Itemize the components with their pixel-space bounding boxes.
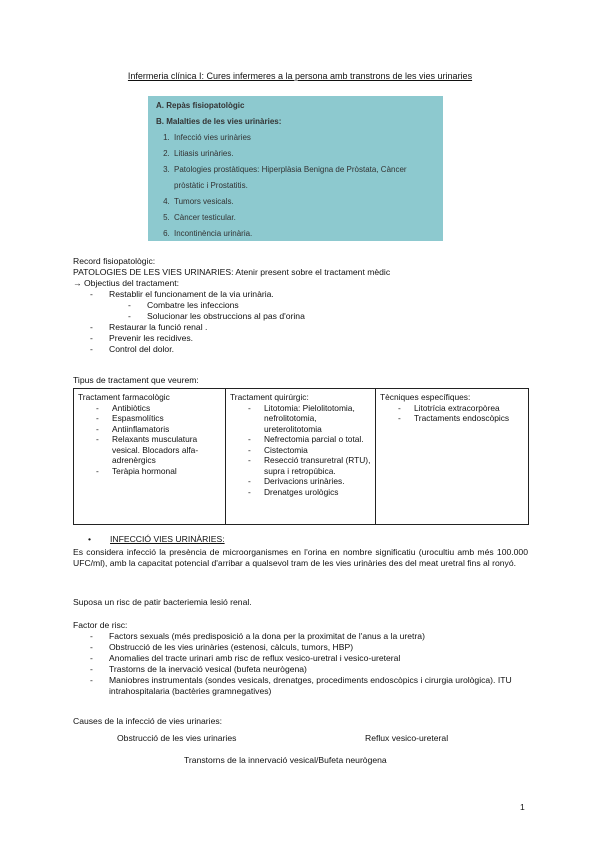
risk-factors-list xyxy=(73,631,528,697)
pharma-cell xyxy=(74,389,226,525)
recap-heading: Record fisiopatològic: xyxy=(73,256,156,266)
risk-factor-item: - Maniobres instrumentals (sondes vesicals, drenatges, procediments endoscòpics i cirurgia urològica). ITU intrahospitalaria (bactèries gramnegatives) xyxy=(73,675,528,697)
surgery-item: - Litotomia: Pielolitotomia, nefrolitotomia, ureterolitotomia xyxy=(230,403,371,435)
specific-item: - Tractaments endoscòpics xyxy=(380,413,524,424)
objectives-list-rest xyxy=(73,322,528,355)
toc-item: 4. Tumors vesicals. xyxy=(172,194,435,210)
pharma-title: Tractament farmacològic xyxy=(78,392,170,402)
cause-obstruction: Obstrucció de les vies urinaries xyxy=(117,733,237,743)
page-number: 1 xyxy=(520,802,525,812)
causes-heading: Causes de la infecció de vies urinaries: xyxy=(73,716,223,726)
toc-item: 3. Patologies prostàtiques: Hiperplàsia Benigna de Pròstata, Càncer pròstàtic i Prostatitis. xyxy=(172,162,435,194)
page-title: Infermeria clínica I: Cures infermeres a la persona amb transtrons de les vies urinaries xyxy=(127,71,473,81)
surgery-title: Tractament quirúrgic: xyxy=(230,392,309,402)
toc-item: 2. Litiasis urinàries. xyxy=(172,146,435,162)
infection-heading-text: INFECCIÓ VIES URINÀRIES: xyxy=(110,534,225,544)
surgery-cell xyxy=(226,389,376,525)
surgery-item: - Nefrectomia parcial o total. xyxy=(230,434,371,445)
pharma-item: - Teràpia hormonal xyxy=(78,466,221,477)
toc-item: 6. Incontinència urinària. xyxy=(172,226,435,242)
pharma-item: - Antiinflamatoris xyxy=(78,424,221,435)
pharma-item: - Antibiòtics xyxy=(78,403,221,414)
bullet-icon: • xyxy=(88,534,92,544)
pathologies-line: PATOLOGIES DE LES VIES URINARIES: Atenir present sobre el tractament mèdic xyxy=(73,267,391,277)
infection-risk: Suposa un risc de patir bacteriemia lesió renal. xyxy=(73,597,252,607)
specific-list xyxy=(380,403,524,424)
toc-section-a: A. Repàs fisiopatològic xyxy=(156,101,245,110)
objective-item: - Control del dolor. xyxy=(73,344,528,355)
topics-box xyxy=(148,96,443,241)
toc-item: 5. Càncer testicular. xyxy=(172,210,435,226)
risk-factor-item: - Factors sexuals (més predisposició a la dona per la proximitat de l'anus a la uretra) xyxy=(73,631,528,642)
specific-cell xyxy=(376,389,529,525)
objective-subitem: - Combatre les infeccions xyxy=(73,300,528,311)
risk-factor-item: - Trastorns de la inervació vesical (bufeta neurògena) xyxy=(73,664,528,675)
risk-factors-section xyxy=(73,620,528,697)
objectives-sublist xyxy=(73,300,528,322)
surgery-item: - Drenatges urològics xyxy=(230,487,371,498)
risk-factor-item: - Anomalies del tracte urinari amb risc de reflux vesico-uretral i vesico-ureteral xyxy=(73,653,528,664)
objective-item: - Prevenir les recidives. xyxy=(73,333,528,344)
surgery-item: - Resecció transuretral (RTU), supra i retropúbica. xyxy=(230,455,371,476)
pharma-item: - Espasmolítics xyxy=(78,413,221,424)
recap-section xyxy=(73,256,528,355)
objective-subitem: - Solucionar les obstruccions al pas d'orina xyxy=(73,311,528,322)
objectives-list xyxy=(73,289,528,300)
surgery-list xyxy=(230,403,371,498)
cause-neurogenic: Transtorns de la innervació vesical/Bufeta neurògena xyxy=(184,755,387,765)
specific-item: - Litotrícia extracorpòrea xyxy=(380,403,524,414)
pharma-list xyxy=(78,403,221,477)
treatment-intro: Tipus de tractament que veurem: xyxy=(73,375,199,385)
surgery-item: - Derivacions urinàries. xyxy=(230,476,371,487)
pharma-item: - Relaxants musculatura vesical. Blocadors alfa-adrenèrgics xyxy=(78,434,221,466)
toc-item: 1. Infecció vies urinàries xyxy=(172,130,435,146)
objective-item: - Restaurar la funció renal . xyxy=(73,322,528,333)
toc-list xyxy=(156,130,435,242)
specific-title: Tècniques específiques: xyxy=(380,392,471,402)
treatment-table xyxy=(73,388,529,525)
infection-paragraph: Es considera infecció la presència de microorganismes en l'orina en nombre significatiu (urocultiu amb més 100.000 UFC/ml), amb la capacitat potencial d'arribar a qualsevol tram de les vies urinàries des del meat uretral fins al ronyó. xyxy=(73,547,528,568)
objectives-line: → Objectius del tractament: xyxy=(73,278,180,288)
risk-factor-item: - Obstrucció de les vies urinàries (estenosi, càlculs, tumors, HBP) xyxy=(73,642,528,653)
toc-section-b: B. Malalties de les vies urinàries: xyxy=(156,117,282,126)
cause-reflux: Reflux vesico-ureteral xyxy=(365,733,449,743)
objective-item: - Restablir el funcionament de la via urinària. xyxy=(73,289,528,300)
infection-heading xyxy=(88,534,225,545)
risk-factors-heading: Factor de risc: xyxy=(73,620,128,630)
surgery-item: - Cistectomia xyxy=(230,445,371,456)
